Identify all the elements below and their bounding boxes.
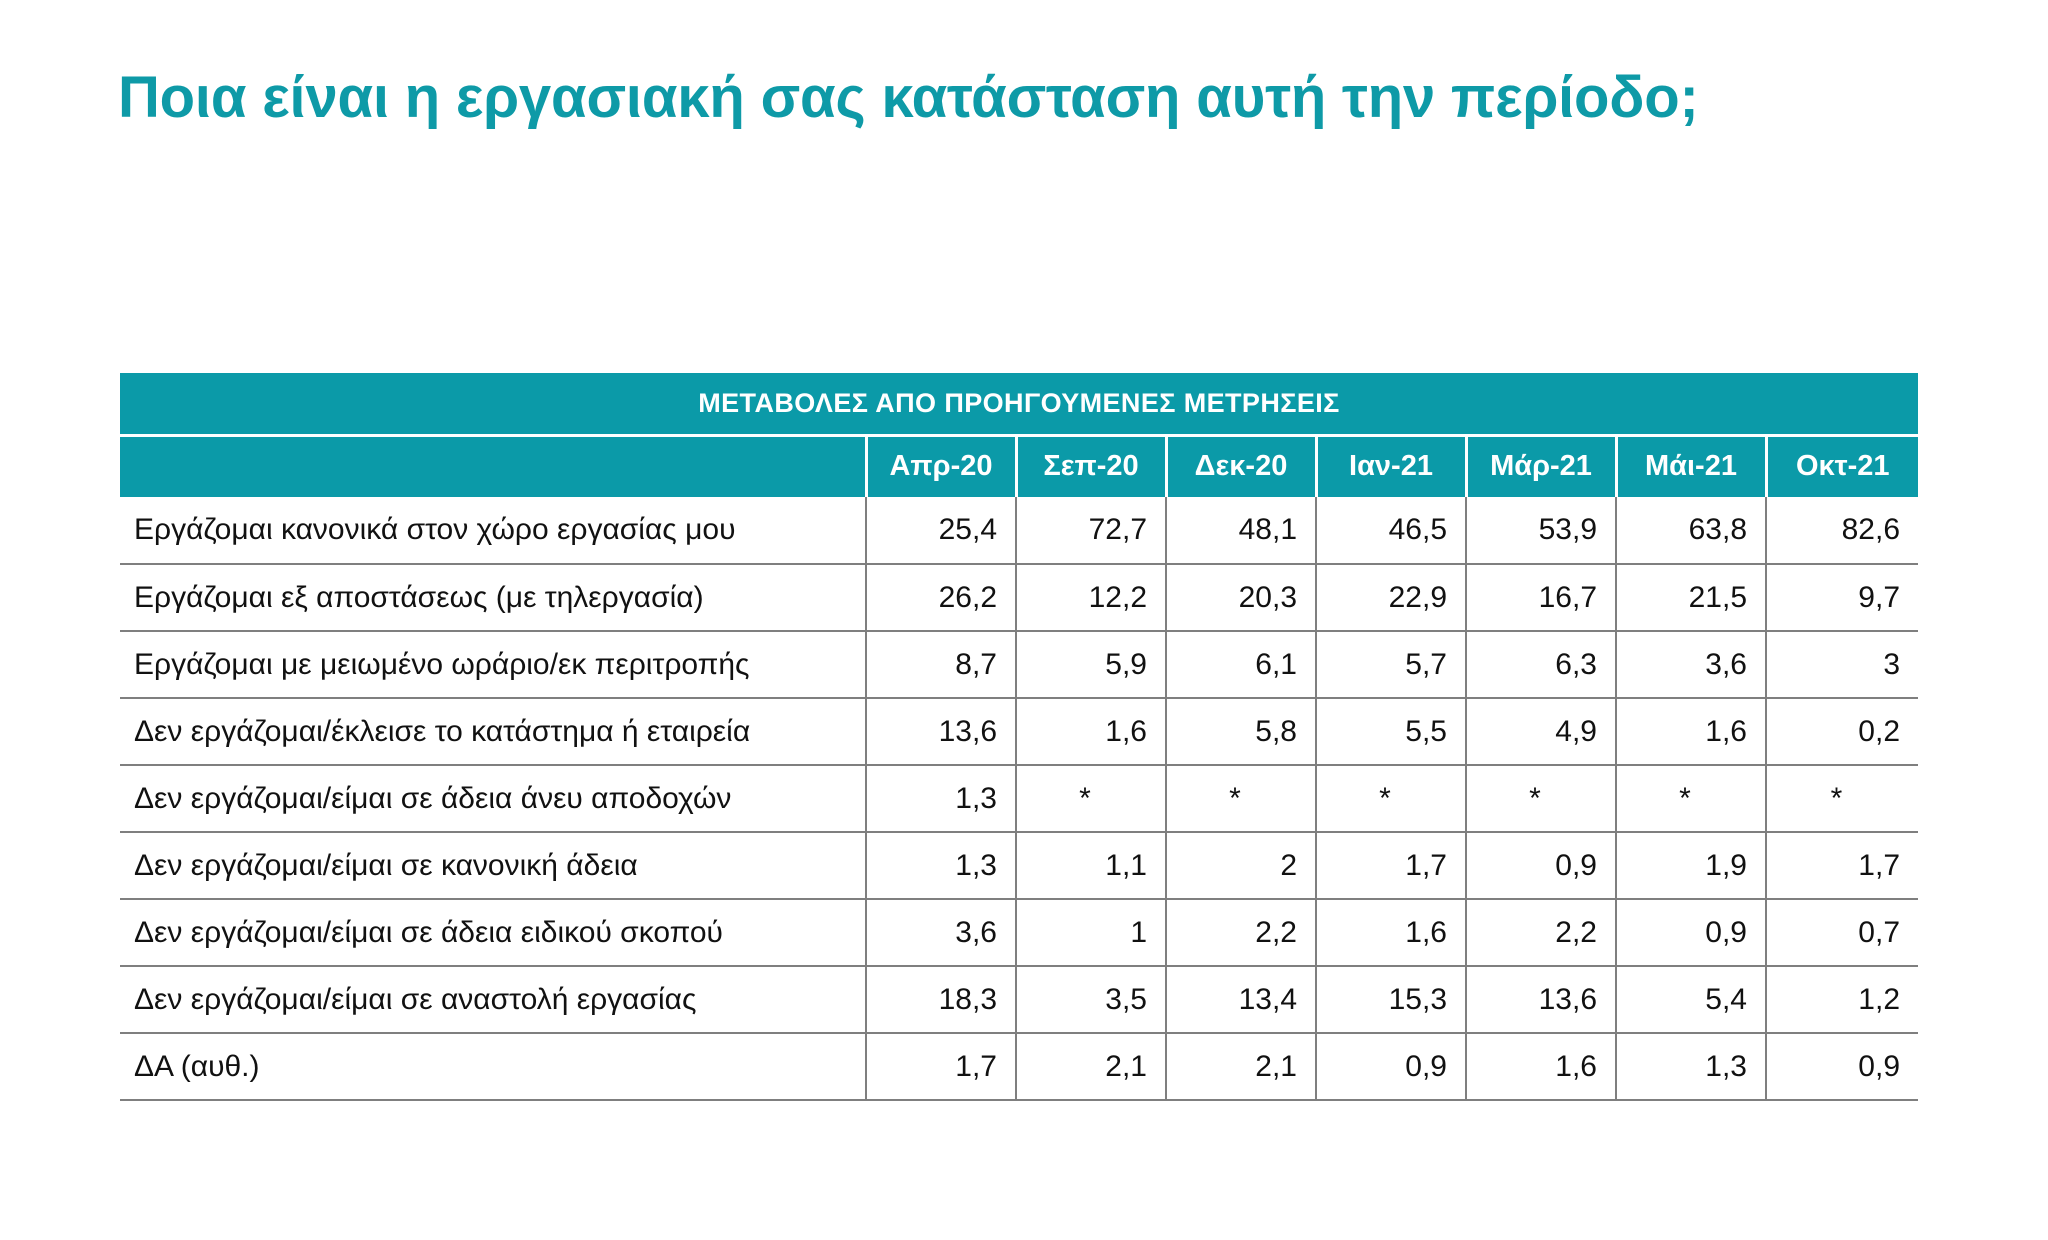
page-title: Ποια είναι η εργασιακή σας κατάσταση αυτή την περίοδο; <box>118 65 1699 130</box>
cell-value: 1 <box>1016 899 1166 966</box>
cell-value: 3 <box>1766 631 1918 698</box>
table-row <box>120 966 1918 1033</box>
cell-value: 0,9 <box>1766 1033 1918 1100</box>
cell-value: 18,3 <box>866 966 1016 1033</box>
cell-value: * <box>1316 765 1466 832</box>
table-body <box>120 497 1918 1100</box>
cell-value: 1,9 <box>1616 832 1766 899</box>
cell-value: * <box>1616 765 1766 832</box>
cell-value: 53,9 <box>1466 497 1616 564</box>
table-head <box>120 373 1918 497</box>
cell-value: 13,6 <box>1466 966 1616 1033</box>
table-row <box>120 698 1918 765</box>
cell-value: 16,7 <box>1466 564 1616 631</box>
table-row <box>120 631 1918 698</box>
table-banner-row <box>120 373 1918 435</box>
row-label: Δεν εργάζομαι/είμαι σε άδεια ειδικού σκοπού <box>120 899 866 966</box>
table-row <box>120 832 1918 899</box>
cell-value: 21,5 <box>1616 564 1766 631</box>
row-label: ΔΑ (αυθ.) <box>120 1033 866 1100</box>
table-row <box>120 497 1918 564</box>
cell-value: 48,1 <box>1166 497 1316 564</box>
cell-value: 1,1 <box>1016 832 1166 899</box>
row-label: Δεν εργάζομαι/είμαι σε κανονική άδεια <box>120 832 866 899</box>
column-header-sep-20[interactable]: Σεπ-20 <box>1016 435 1166 497</box>
cell-value: 22,9 <box>1316 564 1466 631</box>
cell-value: 3,6 <box>1616 631 1766 698</box>
cell-value: * <box>1016 765 1166 832</box>
column-header-apr-20[interactable]: Απρ-20 <box>866 435 1016 497</box>
cell-value: 72,7 <box>1016 497 1166 564</box>
row-label: Εργάζομαι εξ αποστάσεως (με τηλεργασία) <box>120 564 866 631</box>
cell-value: 0,9 <box>1616 899 1766 966</box>
row-label: Δεν εργάζομαι/είμαι σε άδεια άνευ αποδοχών <box>120 765 866 832</box>
row-label: Εργάζομαι με μειωμένο ωράριο/εκ περιτροπής <box>120 631 866 698</box>
cell-value: 5,9 <box>1016 631 1166 698</box>
cell-value: 1,6 <box>1616 698 1766 765</box>
cell-value: 2 <box>1166 832 1316 899</box>
cell-value: * <box>1766 765 1918 832</box>
cell-value: 2,1 <box>1016 1033 1166 1100</box>
cell-value: 8,7 <box>866 631 1016 698</box>
cell-value: 1,6 <box>1316 899 1466 966</box>
cell-value: 13,4 <box>1166 966 1316 1033</box>
survey-table <box>120 373 1918 1101</box>
cell-value: 26,2 <box>866 564 1016 631</box>
cell-value: 0,7 <box>1766 899 1918 966</box>
cell-value: 20,3 <box>1166 564 1316 631</box>
column-header-may-21[interactable]: Μάι-21 <box>1616 435 1766 497</box>
survey-table-container <box>120 373 1918 1101</box>
cell-value: 3,6 <box>866 899 1016 966</box>
row-label: Δεν εργάζομαι/έκλεισε το κατάστημα ή εταιρεία <box>120 698 866 765</box>
cell-value: 1,6 <box>1016 698 1166 765</box>
cell-value: 5,8 <box>1166 698 1316 765</box>
cell-value: 9,7 <box>1766 564 1918 631</box>
cell-value: 12,2 <box>1016 564 1166 631</box>
cell-value: 1,7 <box>1766 832 1918 899</box>
cell-value: 5,4 <box>1616 966 1766 1033</box>
cell-value: 1,3 <box>866 832 1016 899</box>
table-column-header-row <box>120 435 1918 497</box>
cell-value: 1,2 <box>1766 966 1918 1033</box>
cell-value: * <box>1166 765 1316 832</box>
table-row <box>120 564 1918 631</box>
cell-value: 5,5 <box>1316 698 1466 765</box>
cell-value: 0,9 <box>1316 1033 1466 1100</box>
column-header-row-label <box>120 435 866 497</box>
cell-value: 15,3 <box>1316 966 1466 1033</box>
cell-value: 1,6 <box>1466 1033 1616 1100</box>
cell-value: 0,9 <box>1466 832 1616 899</box>
row-label: Δεν εργάζομαι/είμαι σε αναστολή εργασίας <box>120 966 866 1033</box>
column-header-mar-21[interactable]: Μάρ-21 <box>1466 435 1616 497</box>
cell-value: 2,2 <box>1166 899 1316 966</box>
cell-value: 6,3 <box>1466 631 1616 698</box>
cell-value: 6,1 <box>1166 631 1316 698</box>
cell-value: 4,9 <box>1466 698 1616 765</box>
column-header-oct-21[interactable]: Οκτ-21 <box>1766 435 1918 497</box>
cell-value: 25,4 <box>866 497 1016 564</box>
table-banner-title: ΜΕΤΑΒΟΛΕΣ ΑΠΟ ΠΡΟΗΓΟΥΜΕΝΕΣ ΜΕΤΡΗΣΕΙΣ <box>120 373 1918 435</box>
cell-value: 5,7 <box>1316 631 1466 698</box>
cell-value: 63,8 <box>1616 497 1766 564</box>
cell-value: 46,5 <box>1316 497 1466 564</box>
table-row <box>120 765 1918 832</box>
cell-value: 1,7 <box>866 1033 1016 1100</box>
cell-value: 1,3 <box>1616 1033 1766 1100</box>
table-row <box>120 899 1918 966</box>
cell-value: 13,6 <box>866 698 1016 765</box>
cell-value: 2,1 <box>1166 1033 1316 1100</box>
row-label: Εργάζομαι κανονικά στον χώρο εργασίας μου <box>120 497 866 564</box>
cell-value: * <box>1466 765 1616 832</box>
column-header-jan-21[interactable]: Ιαν-21 <box>1316 435 1466 497</box>
cell-value: 3,5 <box>1016 966 1166 1033</box>
table-row <box>120 1033 1918 1100</box>
cell-value: 82,6 <box>1766 497 1918 564</box>
cell-value: 1,7 <box>1316 832 1466 899</box>
cell-value: 1,3 <box>866 765 1016 832</box>
column-header-dec-20[interactable]: Δεκ-20 <box>1166 435 1316 497</box>
cell-value: 2,2 <box>1466 899 1616 966</box>
cell-value: 0,2 <box>1766 698 1918 765</box>
